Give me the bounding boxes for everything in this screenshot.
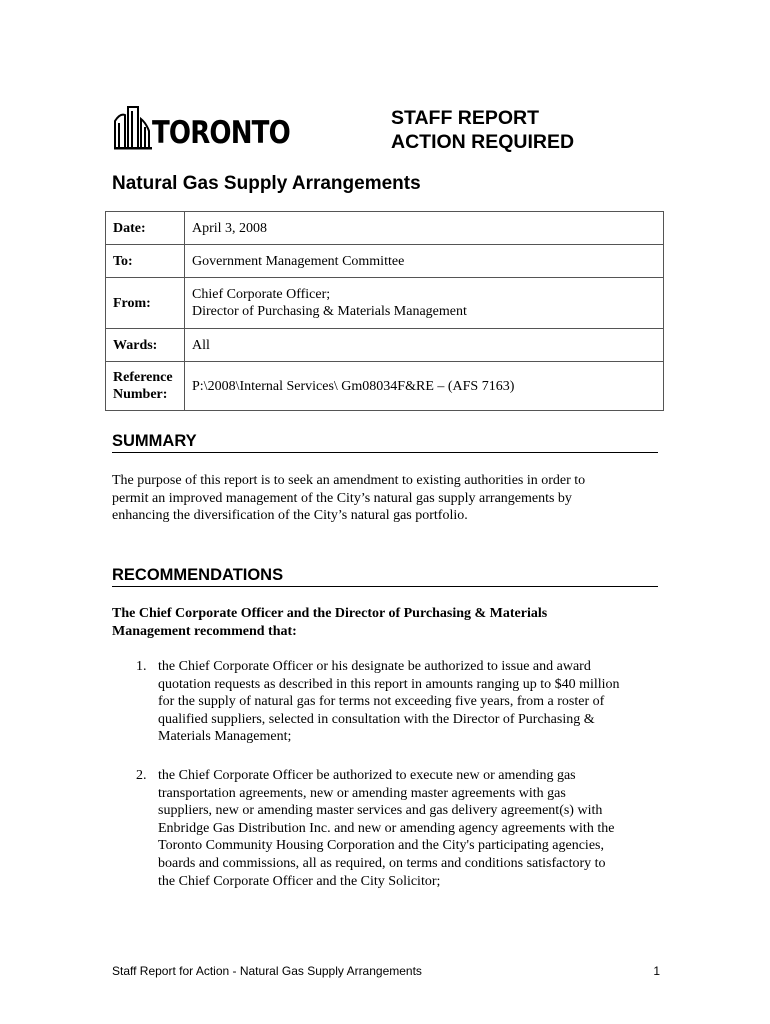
reference-label-line: Number: <box>113 387 168 402</box>
reference-value: P:\2008\Internal Services\ Gm08034F&RE – (AFS 7163) <box>185 362 664 411</box>
recommendation-line: the Chief Corporate Officer be authorized to execute new or amending gas <box>158 768 576 783</box>
recommendation-text <box>158 767 678 890</box>
city-hall-icon <box>112 103 154 155</box>
wards-value: All <box>185 329 664 362</box>
table-row-to <box>106 245 664 278</box>
recommendation-text <box>158 658 678 746</box>
report-type <box>391 106 574 154</box>
table-row-from <box>106 278 664 329</box>
recommendation-line: for the supply of natural gas for terms not exceeding five years, from a roster of <box>158 694 605 710</box>
date-label: Date: <box>106 212 185 245</box>
from-value-line: Chief Corporate Officer; <box>192 287 331 302</box>
summary-line: The purpose of this report is to seek an amendment to existing authorities in order to <box>112 473 586 488</box>
recommendation-line: transportation agreements, new or amending master agreements with gas <box>158 785 566 801</box>
report-title: Natural Gas Supply Arrangements <box>112 173 421 194</box>
recommendation-line: suppliers, new or amending master services and gas delivery agreement(s) with <box>158 803 603 819</box>
from-value-line: Director of Purchasing & Materials Management <box>192 304 467 319</box>
summary-line: enhancing the diversification of the City’s natural gas portfolio. <box>112 508 468 524</box>
to-value: Government Management Committee <box>185 245 664 278</box>
summary-paragraph <box>112 472 672 525</box>
recommendation-line: Materials Management; <box>158 729 292 745</box>
recommendations-heading: RECOMMENDATIONS <box>112 565 658 587</box>
intro-line: Management recommend that: <box>112 623 297 639</box>
from-label: From: <box>106 278 185 329</box>
summary-line: permit an improved management of the City’s natural gas supply arrangements by <box>112 490 572 506</box>
recommendation-line: boards and commissions, all as required, on terms and conditions satisfactory to <box>158 855 606 871</box>
date-value: April 3, 2008 <box>185 212 664 245</box>
city-of-toronto-logo <box>112 103 290 155</box>
recommendation-number: 2. <box>136 768 147 783</box>
wards-label: Wards: <box>106 329 185 362</box>
reference-label-line: Reference <box>113 370 173 385</box>
table-row-wards <box>106 329 664 362</box>
recommendation-line: the Chief Corporate Officer or his designate be authorized to issue and award <box>158 659 591 674</box>
to-label: To: <box>106 245 185 278</box>
recommendations-intro <box>112 605 672 640</box>
reference-label <box>106 362 185 411</box>
intro-line: The Chief Corporate Officer and the Director of Purchasing & Materials <box>112 606 548 621</box>
recommendation-line: qualified suppliers, selected in consultation with the Director of Purchasing & <box>158 711 595 727</box>
from-value <box>185 278 664 329</box>
recommendation-line: Enbridge Gas Distribution Inc. and new or amending agency agreements with the <box>158 820 615 836</box>
page-number: 1 <box>653 964 660 978</box>
report-type-line1: STAFF REPORT <box>391 107 540 129</box>
recommendation-number: 1. <box>136 659 147 674</box>
table-row-date <box>106 212 664 245</box>
page-footer <box>112 963 660 979</box>
recommendation-line: the Chief Corporate Officer and the City Solicitor; <box>158 873 441 889</box>
recommendation-line: quotation requests as described in this report in amounts ranging up to $40 million <box>158 676 620 692</box>
recommendation-line: Toronto Community Housing Corporation and the City's participating agencies, <box>158 838 604 854</box>
report-type-line2: ACTION REQUIRED <box>391 131 575 153</box>
table-row-reference <box>106 362 664 411</box>
logo-wordmark: TORONTO <box>152 115 290 151</box>
summary-heading: SUMMARY <box>112 431 658 453</box>
footer-text: Staff Report for Action - Natural Gas Supply Arrangements <box>112 964 422 978</box>
report-info-table <box>105 211 664 411</box>
